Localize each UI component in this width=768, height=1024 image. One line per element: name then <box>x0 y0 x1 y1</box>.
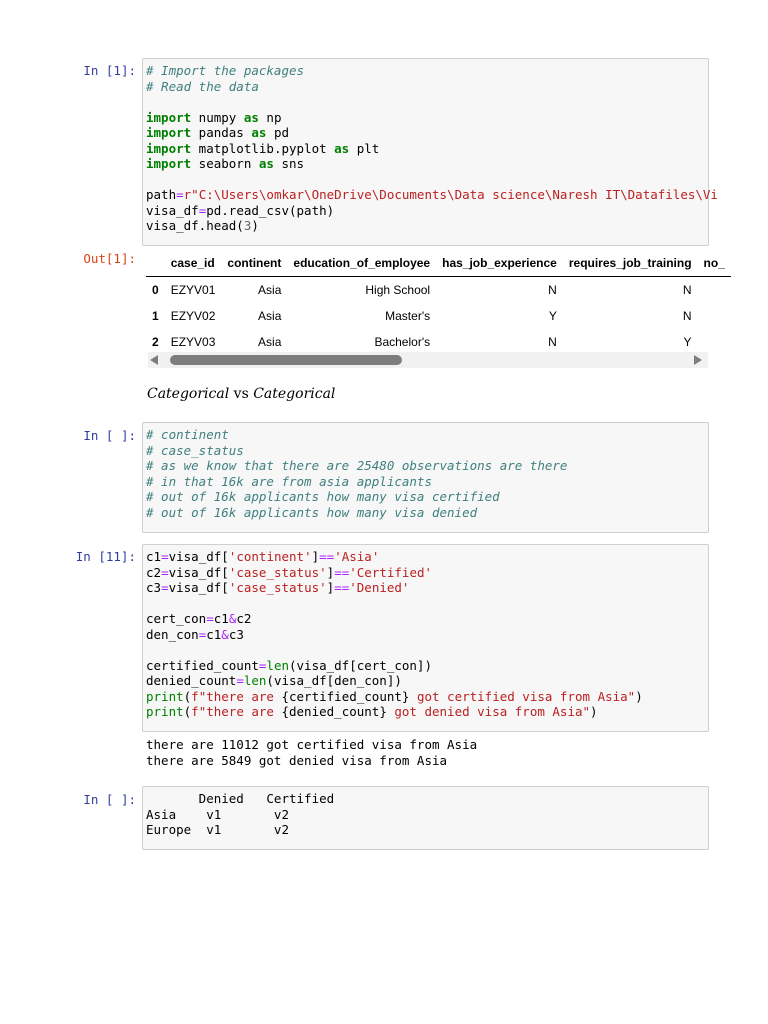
cell-2-in-prompt: In [ ]: <box>83 428 136 443</box>
horizontal-scrollbar[interactable] <box>148 352 708 368</box>
code-comment: # in that 16k are from asia applicants <box>146 473 432 489</box>
scroll-left-arrow-icon[interactable] <box>150 355 158 365</box>
table-cell: Master's <box>385 309 431 323</box>
table-header <box>146 250 165 277</box>
table-cell: EZYV02 <box>170 309 216 323</box>
cell-3-stdout <box>146 737 477 768</box>
cell-2-source[interactable] <box>143 423 708 524</box>
markdown-word: Categorical <box>253 386 336 402</box>
markdown-word: Categorical <box>147 386 230 402</box>
code-line: certified_count=len(visa_df[cert_con]) <box>146 657 432 673</box>
table-cell: Bachelor's <box>374 335 431 349</box>
cell-4-source[interactable] <box>143 787 708 842</box>
code-comment: # as we know that there are 25480 observations are there <box>146 458 568 473</box>
table-cell: Asia <box>258 283 282 297</box>
table-cell: High School <box>365 283 431 297</box>
cell-3-in-prompt: In [11]: <box>75 549 136 564</box>
code-line: Europe v1 v2 <box>146 822 289 837</box>
table-cell: N <box>682 309 692 323</box>
cell-1-out-prompt: Out[1]: <box>83 251 136 266</box>
table-index: 1 <box>152 309 159 323</box>
code-line: import pandas as pd <box>146 125 290 140</box>
table-cell: N <box>548 283 557 297</box>
cell-1-source[interactable] <box>143 59 718 238</box>
code-comment: # out of 16k applicants how many visa certified <box>146 489 500 504</box>
table-header: has_job_experience <box>442 256 557 270</box>
code-line: c2=visa_df['case_status']=='Certified' <box>146 564 433 580</box>
code-line: Denied Certified <box>146 791 335 806</box>
code-line: c1=visa_df['continent']=='Asia' <box>146 549 380 564</box>
scrollbar-thumb[interactable] <box>170 355 402 365</box>
table-cell <box>698 277 731 304</box>
cell-1-in-prompt: In [1]: <box>83 63 136 78</box>
code-line: Asia v1 v2 <box>146 806 289 822</box>
code-comment: # Read the data <box>146 78 259 94</box>
table-header-row <box>146 250 731 277</box>
cell-2-code[interactable] <box>142 422 709 533</box>
scroll-right-arrow-icon[interactable] <box>694 355 702 365</box>
table-row <box>146 303 731 329</box>
table-cell: Asia <box>258 309 282 323</box>
table-header: requires_job_training <box>568 256 692 270</box>
stdout-line: there are 5849 got denied visa from Asia <box>146 752 448 768</box>
code-comment: # case_status <box>146 442 244 458</box>
code-line: import seaborn as sns <box>146 156 305 171</box>
cell-1-code[interactable] <box>142 58 718 246</box>
table-header: no_ <box>703 256 725 270</box>
code-line: path=r"C:\Users\omkar\OneDrive\Documents\Data science\Naresh IT\Datafiles\Vi <box>146 187 718 202</box>
table-row <box>146 277 731 304</box>
table-header: education_of_employee <box>293 256 431 270</box>
table-cell: Asia <box>258 335 282 349</box>
table-cell: N <box>548 335 557 349</box>
code-comment: # out of 16k applicants how many visa denied <box>146 504 478 520</box>
table-cell: EZYV01 <box>170 283 216 297</box>
code-line: c3=visa_df['case_status']=='Denied' <box>146 580 410 595</box>
code-line: import matplotlib.pyplot as plt <box>146 140 380 156</box>
cell-4-in-prompt: In [ ]: <box>83 792 136 807</box>
table-cell: N <box>682 283 692 297</box>
code-line: denied_count=len(visa_df[den_con]) <box>146 673 402 688</box>
table-cell <box>698 303 731 329</box>
cell-3-source[interactable] <box>143 545 708 724</box>
markdown-heading <box>147 386 335 402</box>
table-cell: EZYV03 <box>170 335 216 349</box>
stdout-line: there are 11012 got certified visa from Asia <box>146 737 478 752</box>
code-line: print(f"there are {certified_count} got certified visa from Asia") <box>146 688 643 704</box>
code-line: import numpy as np <box>146 109 282 125</box>
code-line: cert_con=c1&c2 <box>146 611 252 626</box>
table-cell: Y <box>683 335 692 349</box>
cell-4-code[interactable] <box>142 786 709 850</box>
table-index: 0 <box>152 283 159 297</box>
code-line: den_con=c1&c3 <box>146 626 244 642</box>
code-comment: # Import the packages <box>146 63 305 78</box>
code-line: visa_df.head(3) <box>146 218 259 233</box>
table-cell: Y <box>548 309 557 323</box>
dataframe-table <box>146 250 731 355</box>
table-index: 2 <box>152 335 159 349</box>
cell-3-code[interactable] <box>142 544 709 732</box>
code-line: print(f"there are {denied_count} got denied visa from Asia") <box>146 704 598 719</box>
markdown-word: vs <box>233 386 249 402</box>
code-line: visa_df=pd.read_csv(path) <box>146 202 335 218</box>
code-comment: # continent <box>146 427 229 442</box>
table-header: continent <box>227 256 282 270</box>
table-header: case_id <box>170 256 215 270</box>
